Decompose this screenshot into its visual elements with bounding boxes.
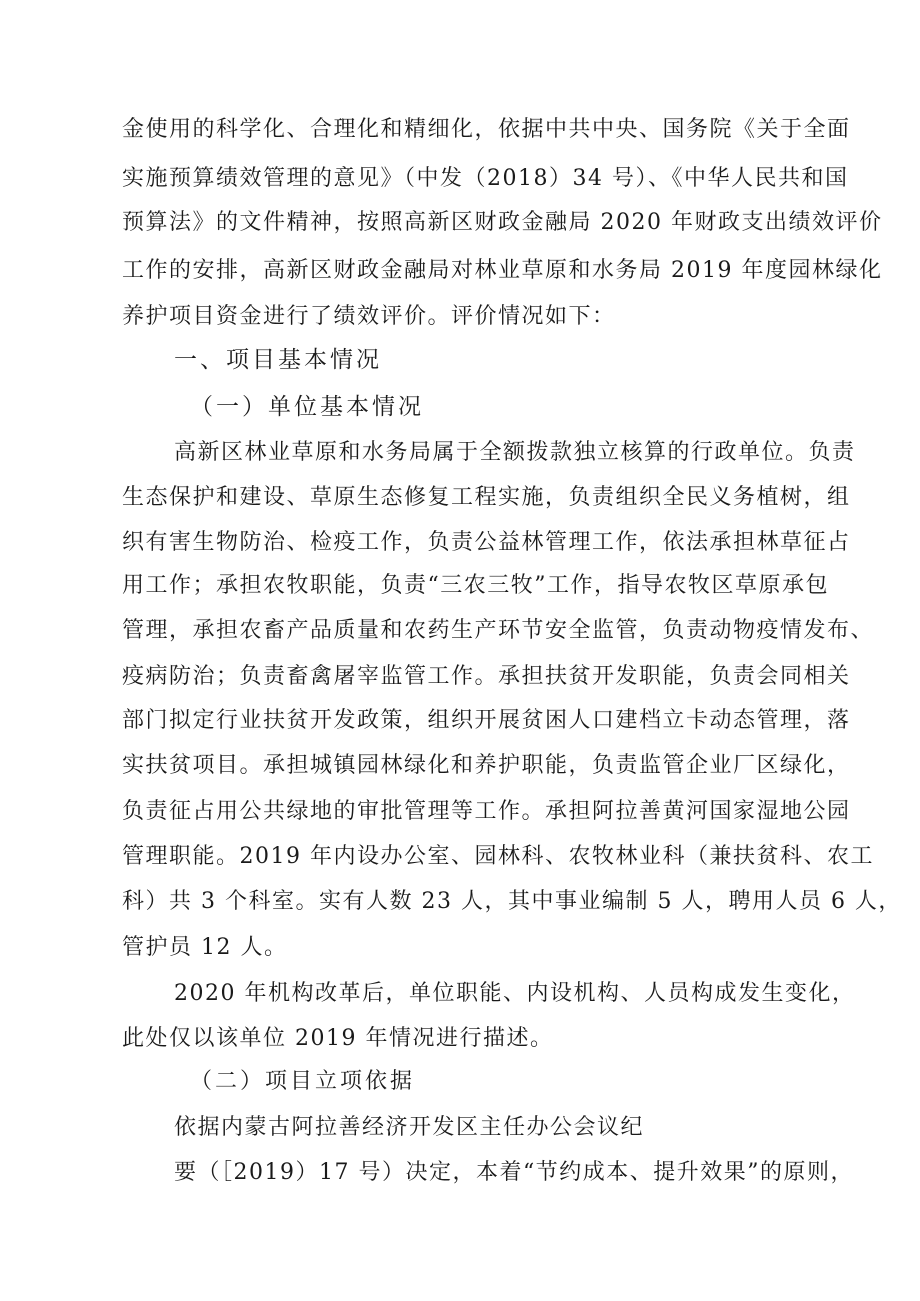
section-heading: 一、项目基本情况 <box>174 347 382 373</box>
paragraph-line: 负责征占用公共绿地的审批管理等工作。承担阿拉善黄河国家湿地公园 <box>122 799 851 824</box>
subsection-heading: （二）项目立项依据 <box>190 1069 416 1094</box>
paragraph-line: 管理职能。2019 年内设办公室、园林科、农牧林业科（兼扶贫科、农工 <box>122 844 874 869</box>
paragraph-line: 2020 年机构改革后，单位职能、内设机构、人员构成发生变化， <box>174 981 856 1006</box>
paragraph-line: 此处仅以该单位 2019 年情况进行描述。 <box>122 1026 554 1051</box>
intro-line: 工作的安排，高新区财政金融局对林业草原和水务局 2019 年度园林绿化 <box>122 258 883 283</box>
subsection-heading: （一）单位基本情况 <box>190 394 424 420</box>
paragraph-line: 科）共 3 个科室。实有人数 23 人，其中事业编制 5 人，聘用人员 6 人， <box>122 889 902 914</box>
paragraph-line: 织有害生物防治、检疫工作，负责公益林管理工作，依法承担林草征占 <box>122 530 851 555</box>
paragraph-line: 疫病防治；负责畜禽屠宰监管工作。承担扶贫开发职能，负责会同相关 <box>122 664 851 689</box>
paragraph-line: 部门拟定行业扶贫开发政策，组织开展贫困人口建档立卡动态管理，落 <box>122 708 851 733</box>
paragraph-line: 管理，承担农畜产品质量和农药生产环节安全监管，负责动物疫情发布、 <box>122 618 875 643</box>
paragraph-line: 实扶贫项目。承担城镇园林绿化和养护职能，负责监管企业厂区绿化， <box>122 753 851 778</box>
intro-line: 实施预算绩效管理的意见》（中发（2018）34 号）、《中华人民共和国 <box>122 166 849 191</box>
paragraph-line: 生态保护和建设、草原生态修复工程实施，负责组织全民义务植树，组 <box>122 485 851 510</box>
intro-line: 养护项目资金进行了绩效评价。评价情况如下： <box>122 304 616 329</box>
paragraph-line: 要（［2019）17 号）决定，本着“节约成本、提升效果”的原则， <box>174 1160 854 1185</box>
paragraph-line: 用工作；承担农牧职能，负责“三农三牧”工作，指导农牧区草原承包 <box>122 573 829 598</box>
paragraph-line: 高新区林业草原和水务局属于全额拨款独立核算的行政单位。负责 <box>174 440 856 465</box>
intro-line: 金使用的科学化、合理化和精细化，依据中共中央、国务院《关于全面 <box>122 117 851 142</box>
intro-line: 预算法》的文件精神，按照高新区财政金融局 2020 年财政支出绩效评价 <box>122 210 883 235</box>
paragraph-line: 依据内蒙古阿拉善经济开发区主任办公会议纪 <box>174 1115 645 1140</box>
paragraph-line: 管护员 12 人。 <box>122 935 288 960</box>
